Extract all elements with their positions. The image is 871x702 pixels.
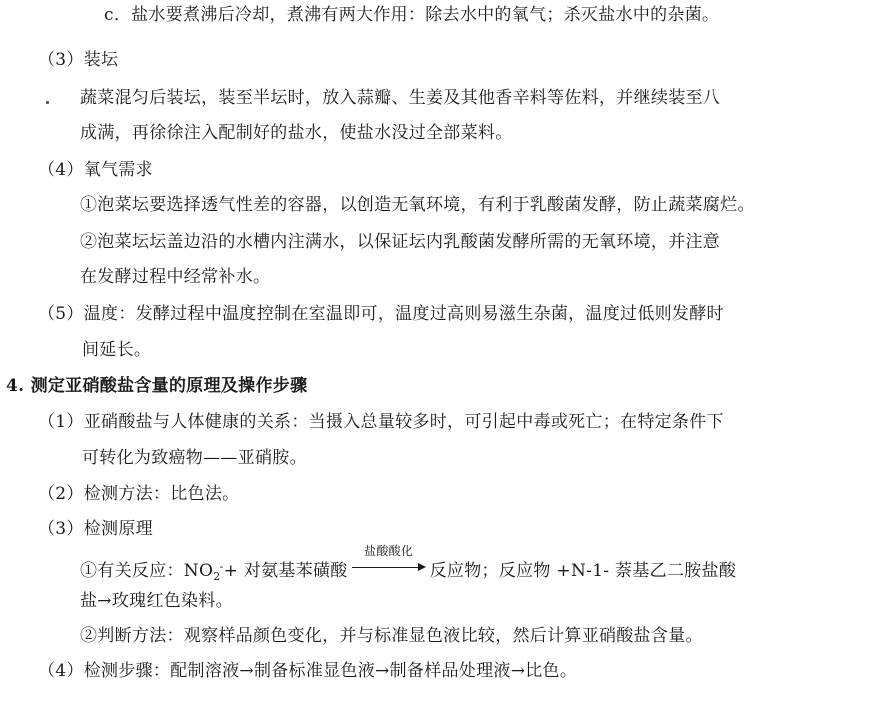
reaction-text-start: ①有关反应：NO [80, 561, 214, 581]
judgment-method-line [80, 625, 703, 647]
section-title: 氧气需求 [83, 160, 153, 180]
section-3-heading [38, 49, 118, 71]
scan-speck [46, 101, 49, 104]
oxygen-item-2-line-2 [80, 266, 270, 288]
oxygen-item-2-line-1 [80, 231, 720, 253]
subsection-4-steps [38, 660, 577, 682]
paragraph-text: 检测方法：比色法。 [83, 484, 240, 504]
paragraph-text: 可转化为致癌物——亚硝胺。 [82, 448, 307, 468]
paragraph-text: ②泡菜坛坛盖边沿的水槽内注满水，以保证坛内乳酸菌发酵所需的无氧环境，并注意 [80, 232, 721, 252]
section-number: （4） [38, 661, 84, 681]
paragraph-text: 盐→玫瑰红色染料。 [80, 591, 233, 611]
paragraph-text: 在发酵过程中经常补水。 [80, 267, 271, 287]
heading-text: 4. 测定亚硝酸盐含量的原理及操作步骤 [6, 376, 308, 396]
arrow-condition-label: 盐酸酸化 [364, 544, 414, 558]
reaction-text-end: 反应物；反应物 +N-1- 萘基乙二胺盐酸 [429, 561, 737, 581]
paragraph-text: ②判断方法：观察样品颜色变化，并与标准显色液比较，然后计算亚硝酸盐含量。 [80, 626, 703, 646]
paragraph-text: 亚硝酸盐与人体健康的关系：当摄入总量较多时，可引起中毒或死亡；在特定条件下 [83, 412, 724, 432]
paragraph-text: 蔬菜混匀后装坛，装至半坛时，放入蒜瓣、生姜及其他香辛料等佐料，并继续装至八 [80, 88, 721, 108]
reaction-text-reagent: + 对氨基苯磺酸 [223, 561, 348, 581]
oxygen-item-1 [80, 194, 755, 216]
paragraph-text: c．盐水要煮沸后冷却，煮沸有两大作用：除去水中的氧气；杀灭盐水中的杂菌。 [104, 5, 720, 25]
superscript-minus: - [219, 560, 224, 573]
section-number: （1） [38, 412, 84, 432]
section-4-heading [38, 159, 153, 181]
section-title: 装坛 [83, 50, 119, 70]
temperature-line-2 [82, 339, 151, 361]
section-number: （2） [38, 484, 84, 504]
paragraph-text: ①泡菜坛要选择透气性差的容器，以创造无氧环境，有利于乳酸菌发酵，防止蔬菜腐烂。 [80, 195, 755, 215]
subscript-2: 2 [213, 570, 221, 583]
section-number: （3） [38, 519, 84, 539]
health-line-2 [82, 447, 307, 469]
packing-paragraph-line-1 [80, 87, 720, 109]
subsection-1-health [38, 411, 724, 433]
reaction-arrow [350, 544, 428, 578]
section-title: 检测原理 [83, 519, 153, 539]
arrow-shaft [352, 567, 422, 568]
section-number: （5） [38, 304, 84, 324]
salt-water-boiling-line [104, 4, 719, 26]
arrow-head-icon [418, 563, 426, 571]
paragraph-text: 检测步骤：配制溶液→制备标准显色液→制备样品处理液→比色。 [83, 661, 578, 681]
subsection-2-method [38, 483, 239, 505]
section-number: （3） [38, 50, 84, 70]
paragraph-text: 间延长。 [82, 340, 152, 360]
paragraph-text: 成满，再徐徐注入配制好的盐水，使盐水没过全部菜料。 [80, 123, 513, 143]
subsection-3-principle [38, 518, 153, 540]
section-5-temperature [38, 303, 724, 325]
section-number: （4） [38, 160, 84, 180]
main-heading-4 [6, 375, 307, 397]
packing-paragraph-line-2 [80, 122, 513, 144]
reaction-line [80, 544, 737, 588]
paragraph-text: 温度：发酵过程中温度控制在室温即可，温度过高则易滋生杂菌，温度过低则发酵时 [83, 304, 724, 324]
reaction-line-2 [80, 590, 233, 612]
